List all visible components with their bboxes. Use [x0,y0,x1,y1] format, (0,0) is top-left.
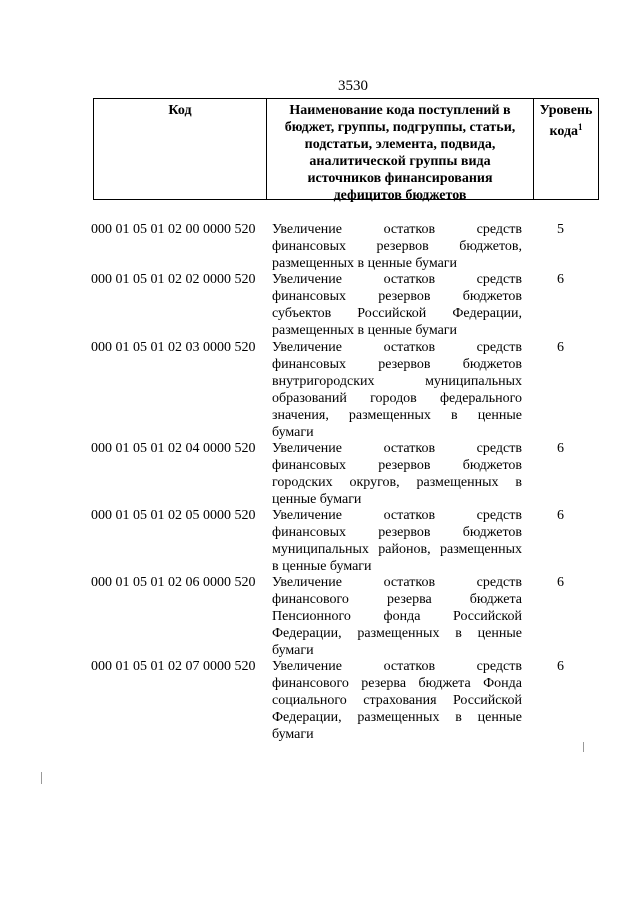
header-code: Код [168,103,192,118]
row-code: 000 01 05 01 02 05 0000 520 [91,508,256,523]
description-line: городских округов, размещенных в [272,475,522,490]
header-level-word: кода [549,124,579,139]
description-line: размещенных в ценные бумаги [272,256,458,271]
scan-artifact [583,742,584,752]
row-description [272,574,522,659]
description-line: бумаги [272,643,314,658]
row-code: 000 01 05 01 02 07 0000 520 [91,659,256,674]
row-code: 000 01 05 01 02 02 0000 520 [91,272,256,287]
description-line: социального страхования Российской [272,693,522,708]
header-level-line: Уровень [539,103,593,118]
description-line: муниципальных районов, размещенных [272,542,522,557]
header-name-line: бюджет, группы, подгруппы, статьи, [284,120,516,135]
row-level: 5 [557,222,564,237]
description-line: финансового резерва бюджета Фонда [272,676,522,691]
row-code: 000 01 05 01 02 06 0000 520 [91,575,256,590]
description-line: финансовых резервов бюджетов [272,357,522,372]
header-name-line: дефицитов бюджетов [333,188,467,203]
description-line: Увеличение остатков средств [272,272,522,287]
footnote-marker: 1 [578,122,583,132]
header-level-line [534,119,598,140]
description-line: Увеличение остатков средств [272,508,522,523]
description-line: Федерации, размещенных в ценные [272,710,522,725]
row-description [272,339,522,441]
scan-artifact [41,772,42,784]
header-level [534,102,598,140]
description-line: Увеличение остатков средств [272,340,522,355]
row-code: 000 01 05 01 02 03 0000 520 [91,340,256,355]
row-description [272,507,522,575]
row-level: 6 [557,508,564,523]
table-header [93,98,599,203]
description-line: в ценные бумаги [272,559,372,574]
description-line: Увеличение остатков средств [272,441,522,456]
description-line: Увеличение остатков средств [272,575,522,590]
description-line: внутригородских муниципальных [272,374,522,389]
description-line: бумаги [272,425,314,440]
description-line: Увеличение остатков средств [272,222,522,237]
header-name-line: подстатьи, элемента, подвида, [304,137,496,152]
description-line: образований городов федерального [272,391,522,406]
row-level: 6 [557,441,564,456]
header-name [267,102,533,204]
description-line: Федерации, размещенных в ценные [272,626,522,641]
description-line: бумаги [272,727,314,742]
description-line: финансовых резервов бюджетов [272,458,522,473]
header-name-line: Наименование кода поступлений в [289,103,511,118]
description-line: Пенсионного фонда Российской [272,609,522,624]
header-name-line: аналитической группы вида [309,154,491,169]
row-code: 000 01 05 01 02 00 0000 520 [91,222,256,237]
row-description [272,440,522,508]
row-level: 6 [557,659,564,674]
row-level: 6 [557,272,564,287]
description-line: значения, размещенных в ценные [272,408,522,423]
description-line: финансового резерва бюджета [272,592,522,607]
description-line: финансовых резервов бюджетов [272,525,522,540]
description-line: размещенных в ценные бумаги [272,323,458,338]
description-line: финансовых резервов бюджетов [272,289,522,304]
row-description [272,271,522,339]
header-name-line: источников финансирования [307,171,493,186]
row-level: 6 [557,340,564,355]
row-level: 6 [557,575,564,590]
description-line: ценные бумаги [272,492,362,507]
row-description [272,658,522,743]
row-description [272,221,522,272]
description-line: финансовых резервов бюджетов, [272,239,522,254]
row-code: 000 01 05 01 02 04 0000 520 [91,441,256,456]
description-line: Увеличение остатков средств [272,659,522,674]
description-line: субъектов Российской Федерации, [272,306,522,321]
page-number: 3530 [338,78,368,94]
